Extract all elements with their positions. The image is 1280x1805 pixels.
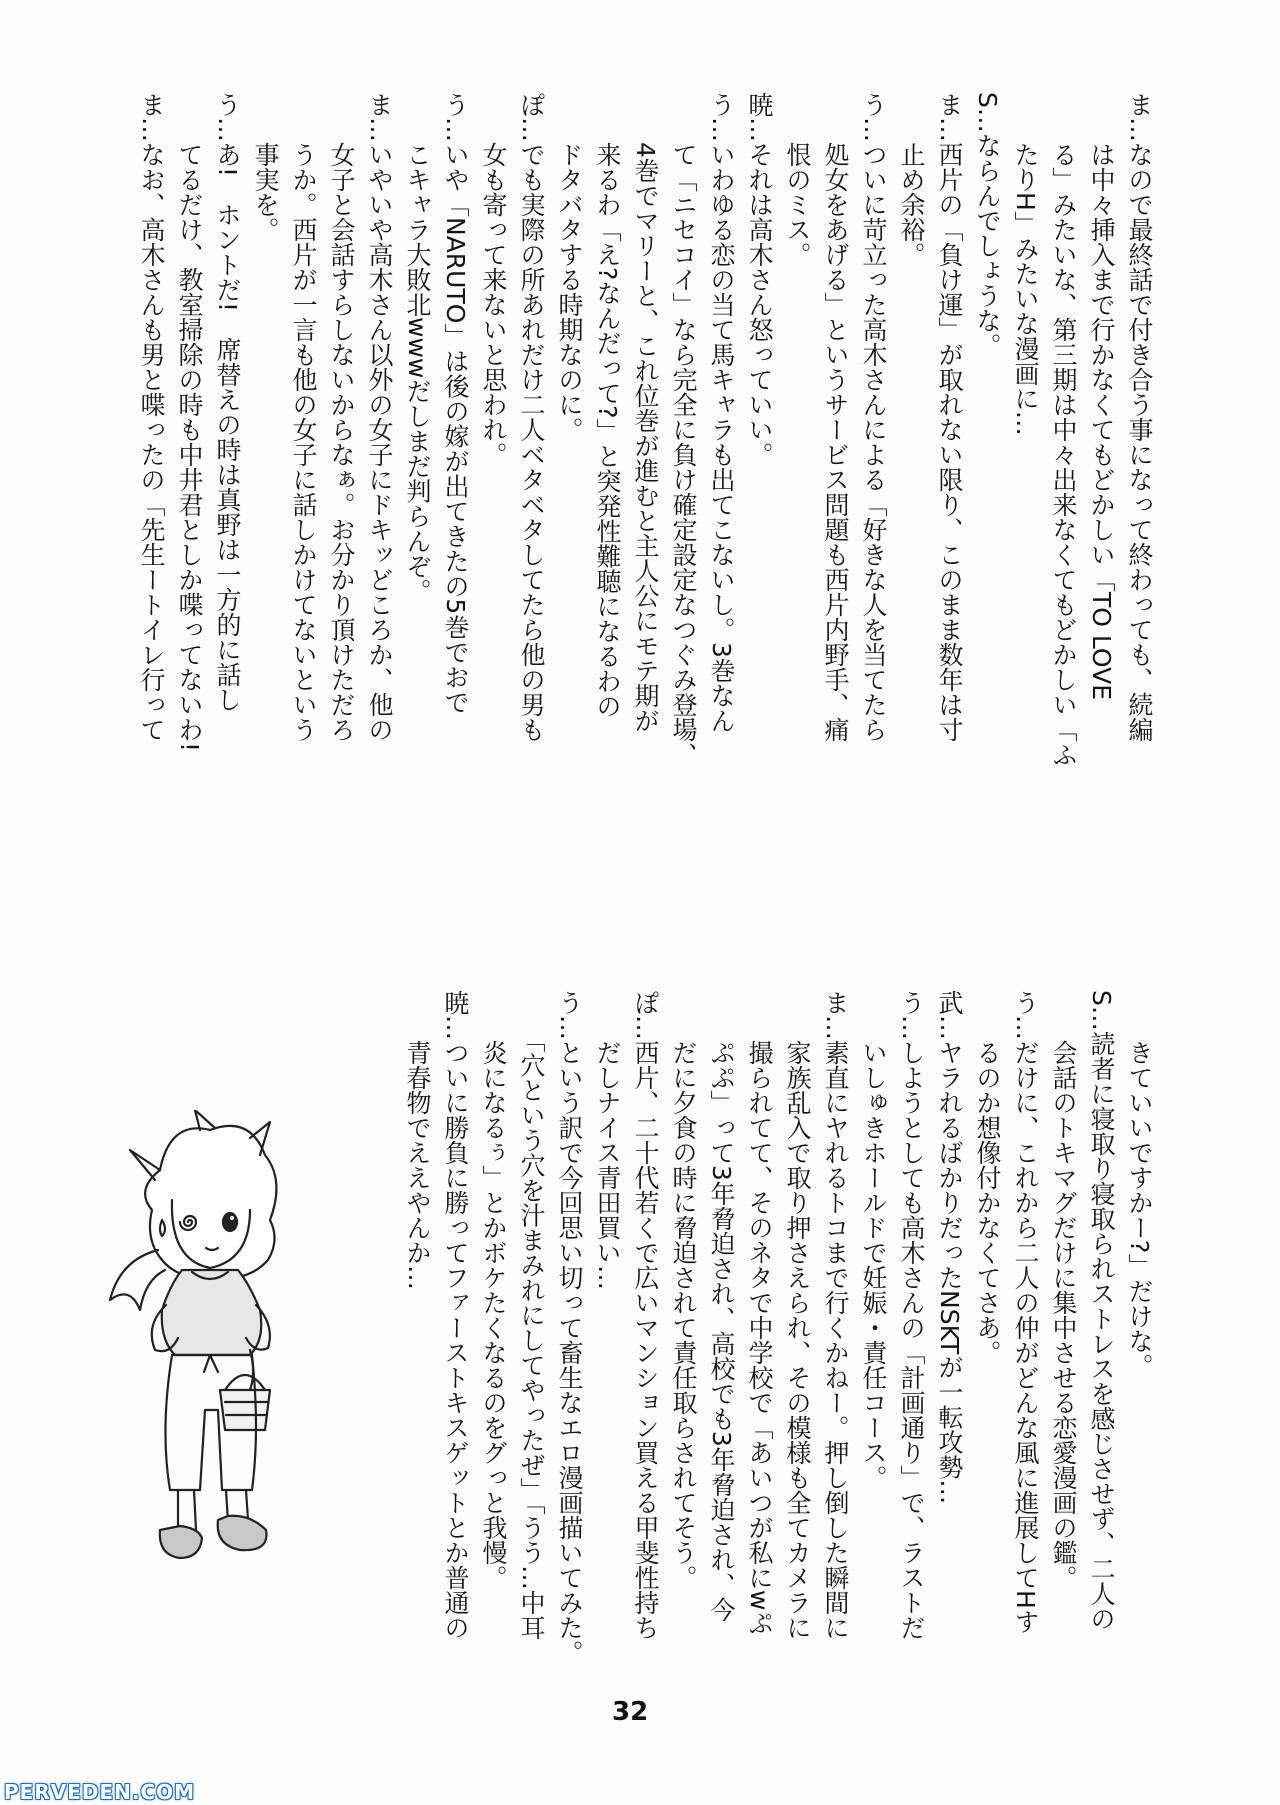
text-line: るのか想像付かなくてさあ。 <box>973 990 1002 1365</box>
text-line: て「ニセコイ」なら完全に負け確定設定なつぐみ登場、 <box>669 92 698 767</box>
text-line: ぷぷ」って3年脅迫され、高校でも3年脅迫され、今 <box>707 990 736 1622</box>
watermark-text: PERVEDEN.COM <box>4 1780 196 1804</box>
text-line: う…いや「NARUTO」は後の嫁が出てきたの5巻でおで <box>441 92 470 715</box>
text-line: る」みたいな、第三期は中々出来なくてもどかしい「ふ <box>1049 92 1078 767</box>
text-line: 撮られてて、そのネタで中学校で「あいつが私にwぷ <box>745 990 774 1636</box>
text-line: いしゅきホールドで妊娠・責任コース。 <box>859 990 888 1490</box>
text-line: きていいですかー?」だけな。 <box>1125 990 1154 1379</box>
bottom-text-block <box>398 990 1158 1665</box>
text-line: う…あ! ホントだ! 席替えの時は真野は一方的に話し <box>213 92 242 713</box>
text-line: てるだけ、教室掃除の時も中井君としか喋ってないわ! <box>175 92 204 753</box>
text-line: う…いわゆる恋の当て馬キャラも出てこないし。3巻なん <box>707 92 736 733</box>
text-line: うか。西片が一言も他の女子に話しかけてないという <box>289 92 318 742</box>
text-line: ドタバタする時期なのに。 <box>555 92 584 442</box>
text-line: 4巻でマリーと、これ位巻が進むと主人公にモテ期が <box>631 92 660 733</box>
girl-illustration <box>100 1110 320 1590</box>
text-line: う…ついに苛立った高木さんによる「好きな人を当てたら <box>859 92 888 742</box>
text-line: 武…ヤラれるばかりだったNSKTが一転攻勢… <box>935 990 964 1505</box>
text-line: 「穴という穴を汁まみれにしてやったぜ」「うう…中耳 <box>517 990 546 1640</box>
text-line: ま…いやいや高木さん以外の女子にドキッどころか、他の <box>365 92 394 742</box>
text-line: ぽ…でも実際の所あれだけ二人ベタベタしてたら他の男も <box>517 92 546 742</box>
text-line: ま…なお、高木さんも男と喋ったの「先生ートイレ行って <box>137 92 166 742</box>
text-line: は中々挿入まで行かなくてもどかしい「TO LOVE <box>1087 92 1116 701</box>
text-line: ぽ…西片、二十代若くで広いマンション買える甲斐性持ち <box>631 990 660 1640</box>
text-line: S…読者に寝取り寝取られストレスを感じさせず、二人の <box>1087 990 1116 1631</box>
text-line: たりH」みたいな漫画に… <box>1011 92 1040 436</box>
text-line: 処女をあげる」というサービス問題も西片内野手、痛 <box>821 92 850 742</box>
text-line: ま…素直にヤれるトコまで行くかねー。押し倒した瞬間に <box>821 990 850 1640</box>
text-line: 家族乱入で取り押さえられ、その模様も全てカメラに <box>783 990 812 1640</box>
text-line: う…しようとしても高木さんの「計画通り」で、ラストだ <box>897 990 926 1640</box>
text-line: 暁…それは高木さん怒っていい。 <box>745 92 774 467</box>
text-line: 女子と会話すらしないからなぁ。お分かり頂けただろ <box>327 92 356 742</box>
text-line: 止め余裕。 <box>897 92 926 267</box>
text-line: 会話のトキマグだけに集中させる恋愛漫画の鑑。 <box>1049 990 1078 1590</box>
text-line: 恨のミス。 <box>783 92 812 267</box>
text-line: う…だけに、これから二人の仲がどんな風に進展してHす <box>1011 990 1040 1634</box>
text-line: ま…なので最終話で付き合う事になって終わっても、続編 <box>1125 92 1154 742</box>
text-line: 事実を。 <box>251 92 280 242</box>
text-line: う…という訳で今回思い切って畜生なエロ漫画描いてみた。 <box>555 990 584 1665</box>
top-text-block <box>132 92 1158 852</box>
text-line: ま…西片の「負け運」が取れない限り、このまま数年は寸 <box>935 92 964 742</box>
text-line: だに夕食の時に脅迫されて責任取らされてそう。 <box>669 990 698 1590</box>
page-number: 32 <box>612 1697 649 1727</box>
text-line: こキャラ大敗北wwwだしまだ判らんぞ。 <box>403 92 432 604</box>
text-line: 暁…ついに勝負に勝ってファーストキスゲットとか普通の <box>441 990 470 1640</box>
text-line: 炎になるぅ」とかボケたくなるのをグっと我慢。 <box>479 990 508 1590</box>
text-line: 青春物でええやんか… <box>403 990 432 1290</box>
text-line: 来るわ「え?なんだって?」と突発性難聴になるわの <box>593 92 622 719</box>
text-line: S…ならんでしょうな。 <box>973 92 1002 358</box>
text-line: 女も寄って来ないと思われ。 <box>479 92 508 467</box>
text-line: だしナイス青田買い… <box>593 990 622 1290</box>
